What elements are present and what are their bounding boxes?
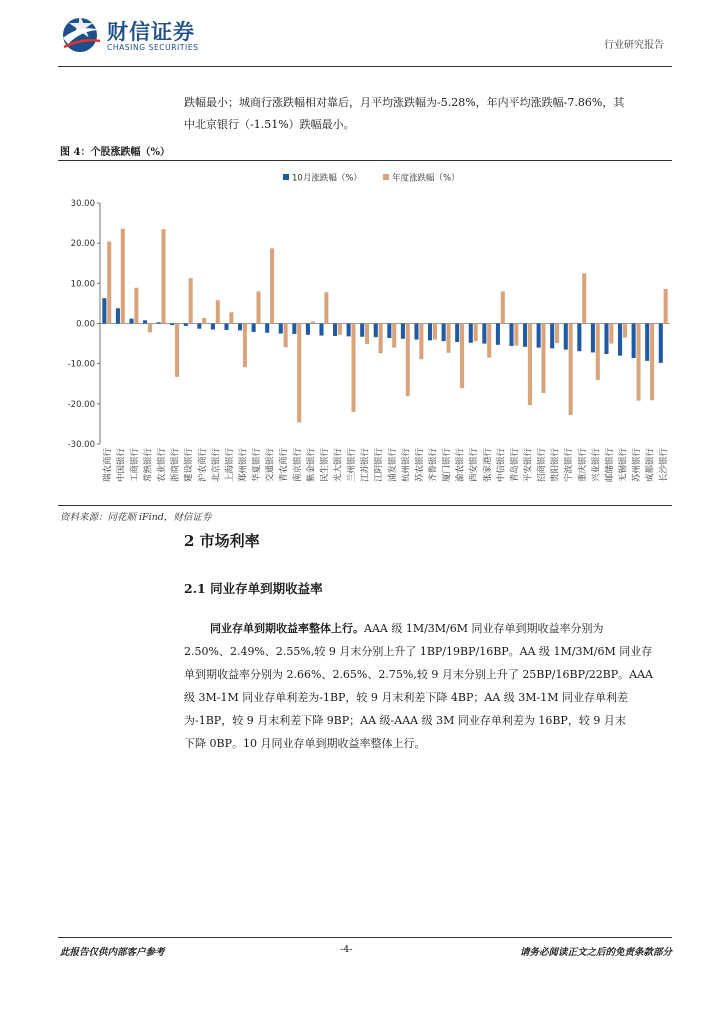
body-line-1 xyxy=(210,618,674,640)
footer-rule xyxy=(58,937,672,938)
bar-year xyxy=(379,324,383,354)
bar-month xyxy=(509,324,513,346)
x-tick-label: 杭州银行 xyxy=(401,448,412,483)
bar-year xyxy=(555,324,559,344)
x-tick-label: 贵阳银行 xyxy=(550,448,561,483)
x-tick-label: 工商银行 xyxy=(129,448,140,483)
bar-month xyxy=(659,324,663,363)
bar-year xyxy=(297,324,301,423)
bar-year xyxy=(650,324,654,401)
x-tick-label: 中信银行 xyxy=(496,448,507,483)
legend-label-1: 10月涨跌幅（%） xyxy=(292,173,362,184)
body-line-3: 单到期收益率分别为 2.66%、2.65%、2.75%,较 9 月末分别上升了 25BP/16BP/22BP。AAA xyxy=(184,668,654,681)
stock-change-chart xyxy=(58,162,672,507)
bar-month xyxy=(170,324,174,326)
bar-year xyxy=(460,324,464,389)
section-heading: 2 市场利率 xyxy=(184,532,260,550)
bar-year xyxy=(148,324,152,333)
bar-month xyxy=(442,324,446,342)
x-tick-label: 张家港行 xyxy=(482,448,493,483)
x-tick-label: 青岛银行 xyxy=(509,448,520,483)
body-line-5: 为-1BP，较 9 月末利差下降 9BP；AA 级-AAA 级 3M 同业存单利差为 16BP，较 9 月末 xyxy=(184,714,626,727)
bar-month xyxy=(618,324,622,356)
figure-source: 资料来源：同花顺 iFind，财信证券 xyxy=(60,512,212,523)
x-tick-label: 华夏银行 xyxy=(252,448,263,483)
x-tick-label: 宁波银行 xyxy=(564,448,575,483)
figure-top-rule xyxy=(58,160,672,161)
bar-year xyxy=(134,288,138,324)
bar-year xyxy=(636,324,640,401)
intro-line-2: 中北京银行（-1.51%）跌幅最小。 xyxy=(184,118,355,131)
bar-year xyxy=(256,291,260,323)
logo-emblem-icon xyxy=(60,14,102,54)
bar-year xyxy=(569,324,573,416)
bar-month xyxy=(116,308,120,323)
bar-month xyxy=(238,324,242,331)
x-tick-label: 长沙银行 xyxy=(659,448,670,483)
bar-year xyxy=(433,324,437,340)
y-tick-label: -10.00 xyxy=(67,359,95,370)
x-tick-label: 苏农银行 xyxy=(414,448,425,483)
bar-year xyxy=(121,229,125,324)
legend-swatch-2 xyxy=(383,174,389,180)
bar-month xyxy=(157,322,161,323)
x-tick-label: 无锡银行 xyxy=(618,448,629,483)
x-tick-label: 紫金银行 xyxy=(306,448,317,483)
bar-month xyxy=(469,324,473,343)
x-tick-label: 民生银行 xyxy=(319,448,330,483)
x-tick-label: 招商银行 xyxy=(537,448,548,483)
bar-year xyxy=(189,278,193,323)
bar-year xyxy=(623,324,627,338)
bar-month xyxy=(211,324,215,330)
report-type: 行业研究报告 xyxy=(604,40,664,51)
bar-month xyxy=(360,324,364,337)
figure-bottom-rule xyxy=(58,505,672,506)
body-line-2: 2.50%、2.49%、2.55%,较 9 月末分别上升了 1BP/19BP/16BP。AA 级 1M/3M/6M 同业存 xyxy=(184,645,653,658)
x-tick-label: 厦门银行 xyxy=(442,448,453,483)
bar-month xyxy=(197,324,201,329)
bar-year xyxy=(311,321,315,323)
bar-year xyxy=(487,324,491,358)
y-tick-label: 20.00 xyxy=(70,239,95,250)
y-tick-label: 10.00 xyxy=(70,279,95,290)
bar-year xyxy=(365,324,369,344)
bar-month xyxy=(523,324,527,347)
body-line-4: 级 3M-1M 同业存单利差为-1BP，较 9 月末利差下降 4BP；AA 级 3M-1M 同业存单利差 xyxy=(184,691,629,704)
x-tick-label: 邮储银行 xyxy=(604,448,615,483)
logo xyxy=(60,14,200,56)
bar-year xyxy=(501,291,505,323)
bar-year xyxy=(596,324,600,381)
bar-month xyxy=(414,324,418,340)
bar-year xyxy=(270,248,274,323)
x-tick-label: 齐鲁银行 xyxy=(428,448,439,483)
x-tick-label: 上海银行 xyxy=(224,448,235,483)
y-tick-label: 0.00 xyxy=(76,319,95,330)
bar-month xyxy=(184,324,188,326)
bar-month xyxy=(129,319,133,324)
figure-title: 图 4：个股涨跌幅（%） xyxy=(60,147,170,158)
bar-year xyxy=(664,289,668,324)
x-tick-label: 南京银行 xyxy=(292,448,303,483)
header-rule xyxy=(58,66,672,67)
bar-year xyxy=(107,242,111,324)
bar-month xyxy=(387,324,391,338)
bar-year xyxy=(392,324,396,348)
body-first-rest: AAA 级 1M/3M/6M 同业存单到期收益率分别为 xyxy=(364,622,604,635)
x-tick-label: 重庆银行 xyxy=(577,448,588,483)
x-tick-label: 中国银行 xyxy=(116,448,127,483)
bar-year xyxy=(446,324,450,353)
x-tick-label: 沪农商行 xyxy=(197,448,208,483)
bar-year xyxy=(175,324,179,377)
bar-year xyxy=(338,324,342,335)
bar-month xyxy=(224,324,228,330)
x-tick-label: 建设银行 xyxy=(184,448,195,483)
bar-month xyxy=(265,324,269,333)
bar-month xyxy=(143,320,147,323)
bar-year xyxy=(324,292,328,323)
subsection-heading: 2.1 同业存单到期收益率 xyxy=(184,581,323,596)
body-line-6: 下降 0BP。10 月同业存单到期收益率整体上行。 xyxy=(184,737,426,750)
y-tick-label: 30.00 xyxy=(70,199,95,209)
bar-month xyxy=(333,324,337,336)
x-tick-label: 江阴银行 xyxy=(374,448,385,483)
bar-year xyxy=(161,229,165,323)
x-tick-label: 常熟银行 xyxy=(143,448,154,483)
bar-month xyxy=(564,324,568,350)
x-tick-label: 瑞农商行 xyxy=(102,448,113,483)
bar-year xyxy=(351,324,355,412)
legend-label-2: 年度涨跌幅（%） xyxy=(392,173,460,184)
bar-month xyxy=(279,324,283,334)
x-tick-label: 渝农银行 xyxy=(455,448,466,483)
x-tick-label: 北京银行 xyxy=(211,448,222,483)
bar-year xyxy=(419,324,423,360)
bar-year xyxy=(202,318,206,324)
bar-year xyxy=(541,324,545,393)
bar-year xyxy=(609,324,613,344)
bar-month xyxy=(577,324,581,352)
bar-month xyxy=(455,324,459,342)
bar-month xyxy=(102,298,106,323)
bar-month xyxy=(550,324,554,349)
x-tick-label: 光大银行 xyxy=(333,448,344,483)
bar-month xyxy=(401,324,405,339)
footer-disclaimer-left: 此报告仅供内部客户参考 xyxy=(60,947,165,958)
x-tick-label: 成都银行 xyxy=(645,448,656,483)
x-tick-label: 浙商银行 xyxy=(170,448,181,483)
bar-month xyxy=(496,324,500,345)
bar-year xyxy=(474,324,478,342)
bar-month xyxy=(306,324,310,335)
page-number: -4- xyxy=(340,944,353,955)
footer-disclaimer-right: 请务必阅读正文之后的免责条款部分 xyxy=(519,947,672,958)
bar-month xyxy=(319,324,323,336)
bar-month xyxy=(252,324,256,332)
legend-swatch-1 xyxy=(283,174,289,180)
y-tick-label: -30.00 xyxy=(67,440,95,450)
x-tick-label: 平安银行 xyxy=(523,448,534,483)
x-tick-label: 农业银行 xyxy=(157,448,168,483)
body-lead: 同业存单到期收益率整体上行。 xyxy=(210,622,364,635)
x-tick-label: 青农商行 xyxy=(279,448,290,483)
bar-year xyxy=(216,300,220,323)
y-tick-label: -20.00 xyxy=(67,399,95,410)
bar-year xyxy=(528,324,532,406)
bar-month xyxy=(632,324,636,359)
bar-year xyxy=(514,324,518,346)
bar-year xyxy=(406,324,410,397)
bar-year xyxy=(229,312,233,323)
bar-year xyxy=(243,324,247,368)
bar-month xyxy=(374,324,378,338)
bar-month xyxy=(591,324,595,353)
bar-month xyxy=(347,324,351,337)
bar-month xyxy=(292,324,296,334)
bar-month xyxy=(537,324,541,348)
bar-month xyxy=(645,324,649,361)
x-tick-label: 兰州银行 xyxy=(347,448,358,483)
x-tick-label: 浦发银行 xyxy=(387,448,398,483)
bar-year xyxy=(284,324,288,348)
x-tick-label: 交通银行 xyxy=(265,448,276,483)
x-tick-label: 兴业银行 xyxy=(591,448,602,483)
bar-month xyxy=(428,324,432,341)
bar-year xyxy=(582,273,586,323)
logo-name-cn: 财信证券 xyxy=(107,20,195,44)
x-tick-label: 西安银行 xyxy=(469,448,480,483)
logo-name-en: CHASING SECURITIES xyxy=(107,43,199,52)
bar-month xyxy=(482,324,486,344)
bar-month xyxy=(604,324,608,355)
x-tick-label: 郑州银行 xyxy=(238,448,249,483)
x-tick-label: 苏州银行 xyxy=(632,448,643,483)
intro-line-1: 跌幅最小；城商行涨跌幅相对靠后，月平均涨跌幅为-5.28%，年内平均涨跌幅-7.86%，其 xyxy=(184,96,625,109)
x-tick-label: 江苏银行 xyxy=(360,448,371,483)
